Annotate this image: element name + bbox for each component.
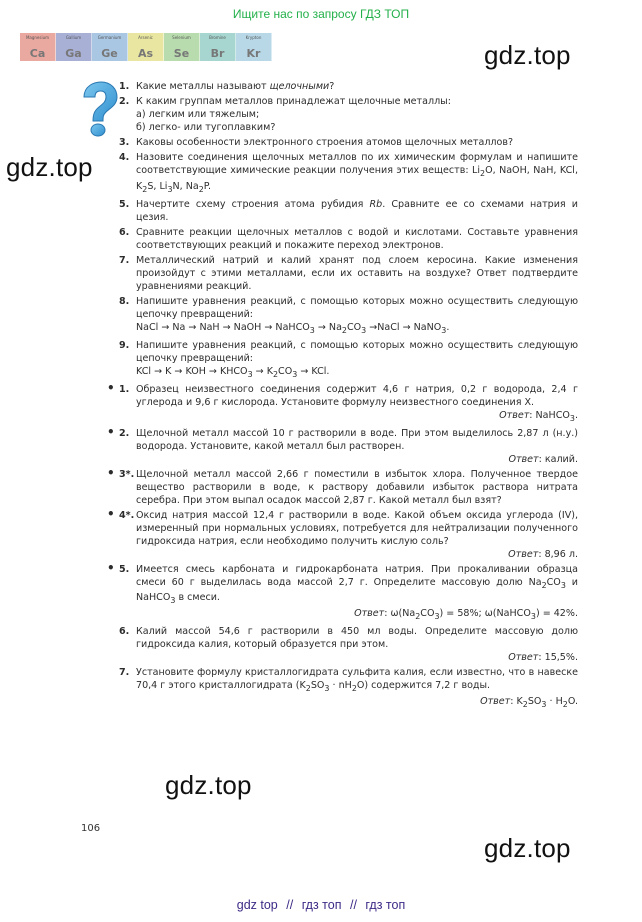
element-cell (236, 33, 272, 61)
exercise-number: • 3*. (107, 465, 135, 480)
element-cell (56, 33, 92, 61)
exercise-item (110, 625, 578, 664)
exercise-text: Напишите уравнения реакций, с помощью которых можно осуществить следующую цепочку превращений: KCl → K → KOH → $KHCO_3 \to K_2CO_3$ → KCl. (136, 339, 578, 379)
bullet-icon: • (107, 465, 115, 480)
exercise-text: Имеется смесь карбоната и гидрокарбоната натрия. При прокаливании образца смеси 60 г выделилась вода массой 2,7 г. Определите массовую долю $Na_2CO_3$ и NaHCO$_3$ в смеси. (136, 563, 578, 606)
exercise-number: 7. (119, 254, 130, 266)
element-cell (20, 33, 56, 61)
footer-link-gdz-top-ru-2[interactable]: гдз топ (365, 898, 406, 912)
element-symbol: Ca (29, 47, 46, 60)
exercise-list (107, 80, 579, 711)
element-name: Bromine (209, 35, 226, 40)
footer-link-gdz-top-ru[interactable]: гдз топ (301, 898, 342, 912)
exercise-text: Образец неизвестного соединения содержит 4,6 г натрия, 0,2 г водорода, 2,4 г углерода и 9,6 г кислорода. Установите формулу неизвестного соединения X. (136, 383, 578, 408)
element-cell (164, 33, 200, 61)
exercise-item (110, 666, 578, 711)
element-name: Arsenic (138, 35, 153, 40)
exercise-text: Установите формулу кристаллогидрата сульфита калия, если известно, что в навеске 70,4 г этого кристаллогидрата $(K_2SO_3 \cdot nH_2O)$ содержится 7,2 г воды. (136, 667, 578, 694)
exercise-number: 8. (119, 295, 130, 307)
exercise-item (107, 560, 578, 624)
exercise-number: • 2. (107, 424, 130, 439)
exercise-item (110, 95, 578, 134)
page-number: 106 (81, 823, 101, 834)
watermark-gdz-top-2: gdz.top (6, 152, 93, 182)
exercise-item (107, 424, 578, 466)
bullet-icon: • (107, 506, 115, 521)
exercise-number: • 4*. (107, 506, 135, 521)
bullet-icon: • (107, 560, 115, 575)
element-cell (200, 33, 236, 61)
exercise-item (110, 136, 578, 149)
periodic-table-strip (20, 33, 272, 61)
element-name: Gallium (65, 35, 82, 40)
exercise-answer: Ответ: $\omega(Na_2CO_3) = 58\%$; ω(NaHCO$_3$) = 42%. (354, 608, 578, 622)
exercise-answer: Ответ: 8,96 л. (508, 548, 578, 560)
footer-separator: // (349, 898, 357, 912)
element-cell (92, 33, 128, 61)
exercise-item (110, 226, 578, 252)
exercise-text: Щелочной металл массой 2,66 г поместили в избыток хлора. Полученное твердое вещество растворили в воде, к раствору добавили избыток раствора нитрата серебра. При этом выпал осадок массой 2,87 г. Какой металл был взят? (136, 468, 578, 506)
exercise-item (110, 151, 578, 196)
bullet-icon: • (107, 424, 115, 439)
exercise-answer: Ответ: $K_2SO_3 \cdot H_2O$. (480, 696, 578, 710)
exercise-text: Напишите уравнения реакций, с помощью которых можно осуществить следующую цепочку превращений: NaCl → Na → NaH → NaOH → NaHCO$_3$ → $Na_2CO_3$ →NaCl → NaNO$_3$. (136, 295, 578, 335)
exercise-number: 6. (119, 226, 130, 238)
exercise-answer: Ответ: NaHCO$_3$. (499, 409, 578, 423)
top-banner: Ищите нас по запросу ГДЗ ТОП (232, 7, 410, 21)
exercise-item (110, 254, 578, 293)
exercise-number: 5. (119, 198, 130, 210)
exercise-text: Калий массой 54,6 г растворили в 450 мл воды. Определите массовую долю гидроксида калия, который образуется при этом. (136, 626, 578, 651)
exercise-number: 4. (119, 152, 130, 163)
watermark-gdz-top-3: gdz.top (165, 770, 252, 800)
watermark-gdz-top-4: gdz.top (484, 833, 571, 863)
element-symbol: As (137, 47, 154, 60)
element-symbol: Se (173, 47, 190, 60)
exercise-number: • 1. (107, 380, 130, 395)
exercise-text: К каким группам металлов принадлежат щелочные металлы: а) легким или тяжелым; б) легко- или тугоплавким? (136, 96, 451, 133)
footer-link-gdz-top[interactable]: gdz top (236, 898, 278, 912)
exercise-number: 1. (119, 81, 130, 92)
exercise-text: Назовите соединения щелочных металлов по их химическим формулам и напишите соответствующие химические реакции получения этих веществ: $Li_2O$, NaOH, NaH, KCl, $K_2S$, $Li_3N$, $Na_2P$. (136, 152, 578, 194)
exercise-text: Какие металлы называют щелочными? (136, 81, 335, 92)
element-cell (128, 33, 164, 61)
exercise-text: Каковы особенности электронного строения атомов щелочных металлов? (136, 137, 514, 148)
exercise-item (107, 506, 578, 561)
watermark-gdz-top-1: gdz.top (484, 40, 571, 70)
exercise-number: 6. (119, 626, 130, 638)
element-symbol: Ga (65, 47, 82, 60)
exercise-item (107, 465, 578, 507)
exercise-item (110, 339, 578, 381)
element-name: Magnesium (25, 35, 50, 40)
exercise-item (110, 198, 578, 224)
exercise-number: 9. (119, 339, 130, 351)
exercise-answer: Ответ: 15,5%. (508, 652, 578, 664)
exercise-item (107, 380, 578, 425)
exercise-text: Щелочной металл массой 10 г растворили в воде. При этом выделилось 2,87 л (н.у.) водорода. Установите, какой металл был растворен. (136, 427, 578, 452)
exercise-text: Сравните реакции щелочных металлов с водой и кислотами. Составьте уравнения соответствующих реакций и покажите переход электронов. (136, 226, 578, 251)
exercise-number: 3. (119, 137, 130, 148)
exercise-item (110, 295, 578, 337)
exercise-number: 7. (119, 667, 130, 679)
exercise-text: Металлический натрий и калий хранят под слоем керосина. Какие изменения произойдут с этими металлами, если их оставить на воздухе? Ответ подтвердите уравнениями реакций. (136, 254, 578, 292)
element-name: Krypton (245, 35, 262, 40)
footer-separator: // (286, 898, 294, 912)
exercise-item (110, 80, 578, 93)
exercise-number: 2. (119, 96, 130, 107)
exercise-text: Начертите схему строения атома рубидия Rb. Сравните ее со схемами натрия и цезия. (136, 198, 579, 223)
element-symbol: Kr (246, 47, 261, 60)
footer-links (0, 898, 642, 912)
exercise-number: • 5. (107, 560, 130, 575)
element-name: Selenium (172, 35, 191, 40)
exercise-text: Оксид натрия массой 12,4 г растворили в воде. Какой объем оксида углерода (IV), измеренный при нормальных условиях, потребуется для нейтрализации полученного гидроксида натрия, если необходимо получить кислую соль? (136, 509, 578, 547)
bullet-icon: • (107, 380, 115, 395)
exercise-answer: Ответ: калий. (508, 453, 578, 465)
element-symbol: Ge (101, 47, 118, 60)
element-symbol: Br (210, 47, 225, 60)
element-name: Germanium (97, 35, 122, 40)
